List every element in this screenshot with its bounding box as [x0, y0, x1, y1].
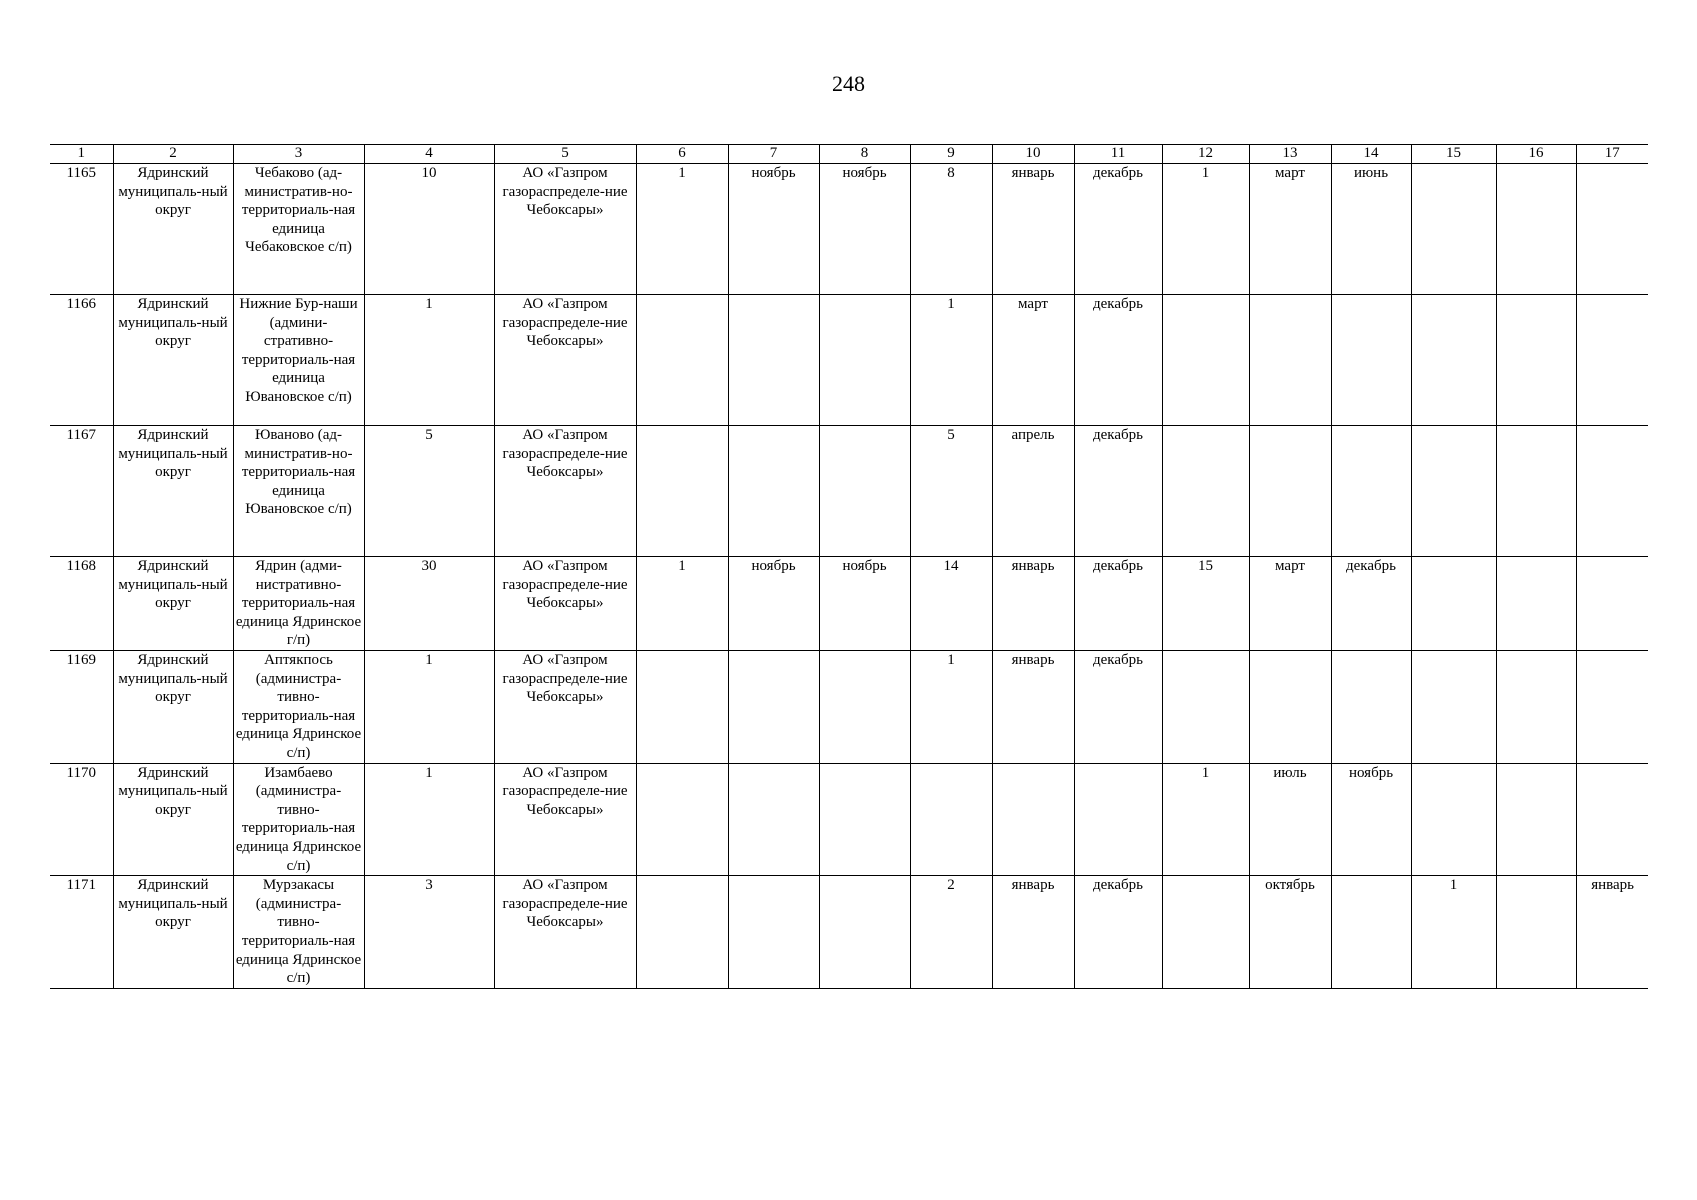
cell-col-7: [728, 651, 819, 764]
cell-col-9: [910, 763, 992, 876]
cell-col-8: ноябрь: [819, 557, 910, 651]
cell-col-13: март: [1249, 164, 1331, 295]
table-row: [50, 164, 1648, 295]
cell-col-6: [636, 763, 728, 876]
cell-col-13: [1249, 295, 1331, 426]
table-row: [50, 876, 1648, 989]
cell-col-17: январь: [1576, 876, 1648, 989]
cell-col-2: Ядринский муниципаль-ный округ: [113, 426, 233, 557]
cell-col-3: Ядрин (адми-нистративно-территориаль-ная единица Ядринское г/п): [233, 557, 364, 651]
cell-col-5: АО «Газпром газораспределе-ние Чебоксары»: [494, 557, 636, 651]
cell-col-11: [1074, 763, 1162, 876]
cell-col-6: [636, 651, 728, 764]
column-number-17: 17: [1576, 145, 1648, 164]
cell-col-10: январь: [992, 164, 1074, 295]
column-number-14: 14: [1331, 145, 1411, 164]
cell-col-14: [1331, 426, 1411, 557]
cell-col-1: 1167: [50, 426, 113, 557]
column-number-3: 3: [233, 145, 364, 164]
cell-col-13: [1249, 651, 1331, 764]
cell-col-8: [819, 295, 910, 426]
cell-col-5: АО «Газпром газораспределе-ние Чебоксары»: [494, 164, 636, 295]
cell-col-17: [1576, 426, 1648, 557]
table-row: [50, 557, 1648, 651]
cell-col-17: [1576, 763, 1648, 876]
cell-col-16: [1496, 876, 1576, 989]
cell-col-11: декабрь: [1074, 876, 1162, 989]
cell-col-11: декабрь: [1074, 426, 1162, 557]
column-number-12: 12: [1162, 145, 1249, 164]
cell-col-15: 1: [1411, 876, 1496, 989]
cell-col-12: [1162, 876, 1249, 989]
cell-col-5: АО «Газпром газораспределе-ние Чебоксары»: [494, 426, 636, 557]
table-row: [50, 295, 1648, 426]
cell-col-5: АО «Газпром газораспределе-ние Чебоксары»: [494, 763, 636, 876]
cell-col-17: [1576, 557, 1648, 651]
column-number-16: 16: [1496, 145, 1576, 164]
cell-col-16: [1496, 164, 1576, 295]
cell-col-5: АО «Газпром газораспределе-ние Чебоксары»: [494, 295, 636, 426]
column-number-15: 15: [1411, 145, 1496, 164]
cell-col-16: [1496, 763, 1576, 876]
cell-col-6: 1: [636, 557, 728, 651]
cell-col-7: [728, 426, 819, 557]
cell-col-12: [1162, 426, 1249, 557]
cell-col-11: декабрь: [1074, 557, 1162, 651]
table-body: [50, 164, 1648, 989]
cell-col-4: 1: [364, 651, 494, 764]
cell-col-10: январь: [992, 557, 1074, 651]
cell-col-3: Нижние Бур-наши (админи-стративно-территориаль-ная единица Ювановское с/п): [233, 295, 364, 426]
cell-col-1: 1169: [50, 651, 113, 764]
table-row: [50, 651, 1648, 764]
cell-col-7: [728, 876, 819, 989]
cell-col-15: [1411, 426, 1496, 557]
cell-col-9: 14: [910, 557, 992, 651]
cell-col-3: Аптякпось (администра-тивно-территориаль-ная единица Ядринское с/п): [233, 651, 364, 764]
cell-col-7: ноябрь: [728, 164, 819, 295]
cell-col-11: декабрь: [1074, 164, 1162, 295]
cell-col-6: 1: [636, 164, 728, 295]
cell-col-4: 10: [364, 164, 494, 295]
cell-col-3: Чебаково (ад-министратив-но-территориаль-ная единица Чебаковское с/п): [233, 164, 364, 295]
cell-col-14: [1331, 651, 1411, 764]
cell-col-13: октябрь: [1249, 876, 1331, 989]
column-number-7: 7: [728, 145, 819, 164]
cell-col-10: январь: [992, 876, 1074, 989]
cell-col-13: март: [1249, 557, 1331, 651]
cell-col-11: декабрь: [1074, 295, 1162, 426]
cell-col-13: [1249, 426, 1331, 557]
cell-col-5: АО «Газпром газораспределе-ние Чебоксары»: [494, 876, 636, 989]
column-number-10: 10: [992, 145, 1074, 164]
cell-col-8: ноябрь: [819, 164, 910, 295]
cell-col-8: [819, 651, 910, 764]
column-number-1: 1: [50, 145, 113, 164]
cell-col-4: 5: [364, 426, 494, 557]
column-number-5: 5: [494, 145, 636, 164]
cell-col-8: [819, 876, 910, 989]
cell-col-17: [1576, 295, 1648, 426]
column-number-8: 8: [819, 145, 910, 164]
cell-col-2: Ядринский муниципаль-ный округ: [113, 164, 233, 295]
cell-col-5: АО «Газпром газораспределе-ние Чебоксары»: [494, 651, 636, 764]
cell-col-10: [992, 763, 1074, 876]
cell-col-1: 1171: [50, 876, 113, 989]
cell-col-1: 1168: [50, 557, 113, 651]
cell-col-6: [636, 426, 728, 557]
cell-col-15: [1411, 557, 1496, 651]
cell-col-6: [636, 295, 728, 426]
cell-col-3: Мурзакасы (администра-тивно-территориаль-ная единица Ядринское с/п): [233, 876, 364, 989]
cell-col-8: [819, 426, 910, 557]
cell-col-10: март: [992, 295, 1074, 426]
cell-col-3: Юваново (ад-министратив-но-территориаль-ная единица Ювановское с/п): [233, 426, 364, 557]
cell-col-15: [1411, 651, 1496, 764]
cell-col-12: [1162, 651, 1249, 764]
cell-col-2: Ядринский муниципаль-ный округ: [113, 763, 233, 876]
cell-col-14: июнь: [1331, 164, 1411, 295]
cell-col-4: 1: [364, 763, 494, 876]
cell-col-15: [1411, 295, 1496, 426]
cell-col-1: 1170: [50, 763, 113, 876]
cell-col-14: декабрь: [1331, 557, 1411, 651]
cell-col-17: [1576, 651, 1648, 764]
column-number-9: 9: [910, 145, 992, 164]
cell-col-1: 1165: [50, 164, 113, 295]
cell-col-9: 5: [910, 426, 992, 557]
cell-col-10: апрель: [992, 426, 1074, 557]
cell-col-16: [1496, 651, 1576, 764]
cell-col-14: [1331, 295, 1411, 426]
column-number-11: 11: [1074, 145, 1162, 164]
cell-col-6: [636, 876, 728, 989]
page-number: 248: [832, 71, 865, 96]
cell-col-7: [728, 295, 819, 426]
table-row: [50, 426, 1648, 557]
cell-col-12: 1: [1162, 763, 1249, 876]
cell-col-9: 2: [910, 876, 992, 989]
cell-col-2: Ядринский муниципаль-ный округ: [113, 557, 233, 651]
cell-col-10: январь: [992, 651, 1074, 764]
cell-col-8: [819, 763, 910, 876]
cell-col-11: декабрь: [1074, 651, 1162, 764]
cell-col-17: [1576, 164, 1648, 295]
cell-col-15: [1411, 763, 1496, 876]
cell-col-2: Ядринский муниципаль-ный округ: [113, 651, 233, 764]
cell-col-9: 8: [910, 164, 992, 295]
column-number-13: 13: [1249, 145, 1331, 164]
cell-col-7: [728, 763, 819, 876]
cell-col-7: ноябрь: [728, 557, 819, 651]
cell-col-3: Изамбаево (администра-тивно-территориаль-ная единица Ядринское с/п): [233, 763, 364, 876]
cell-col-2: Ядринский муниципаль-ный округ: [113, 295, 233, 426]
cell-col-12: 15: [1162, 557, 1249, 651]
cell-col-14: [1331, 876, 1411, 989]
cell-col-14: ноябрь: [1331, 763, 1411, 876]
cell-col-12: 1: [1162, 164, 1249, 295]
cell-col-12: [1162, 295, 1249, 426]
cell-col-4: 1: [364, 295, 494, 426]
cell-col-1: 1166: [50, 295, 113, 426]
cell-col-16: [1496, 557, 1576, 651]
column-number-header-row: [50, 145, 1648, 164]
cell-col-15: [1411, 164, 1496, 295]
cell-col-4: 3: [364, 876, 494, 989]
cell-col-9: 1: [910, 295, 992, 426]
cell-col-16: [1496, 295, 1576, 426]
table-row: [50, 763, 1648, 876]
column-number-2: 2: [113, 145, 233, 164]
cell-col-13: июль: [1249, 763, 1331, 876]
cell-col-4: 30: [364, 557, 494, 651]
data-table: [50, 144, 1648, 989]
cell-col-9: 1: [910, 651, 992, 764]
cell-col-2: Ядринский муниципаль-ный округ: [113, 876, 233, 989]
cell-col-16: [1496, 426, 1576, 557]
column-number-4: 4: [364, 145, 494, 164]
column-number-6: 6: [636, 145, 728, 164]
